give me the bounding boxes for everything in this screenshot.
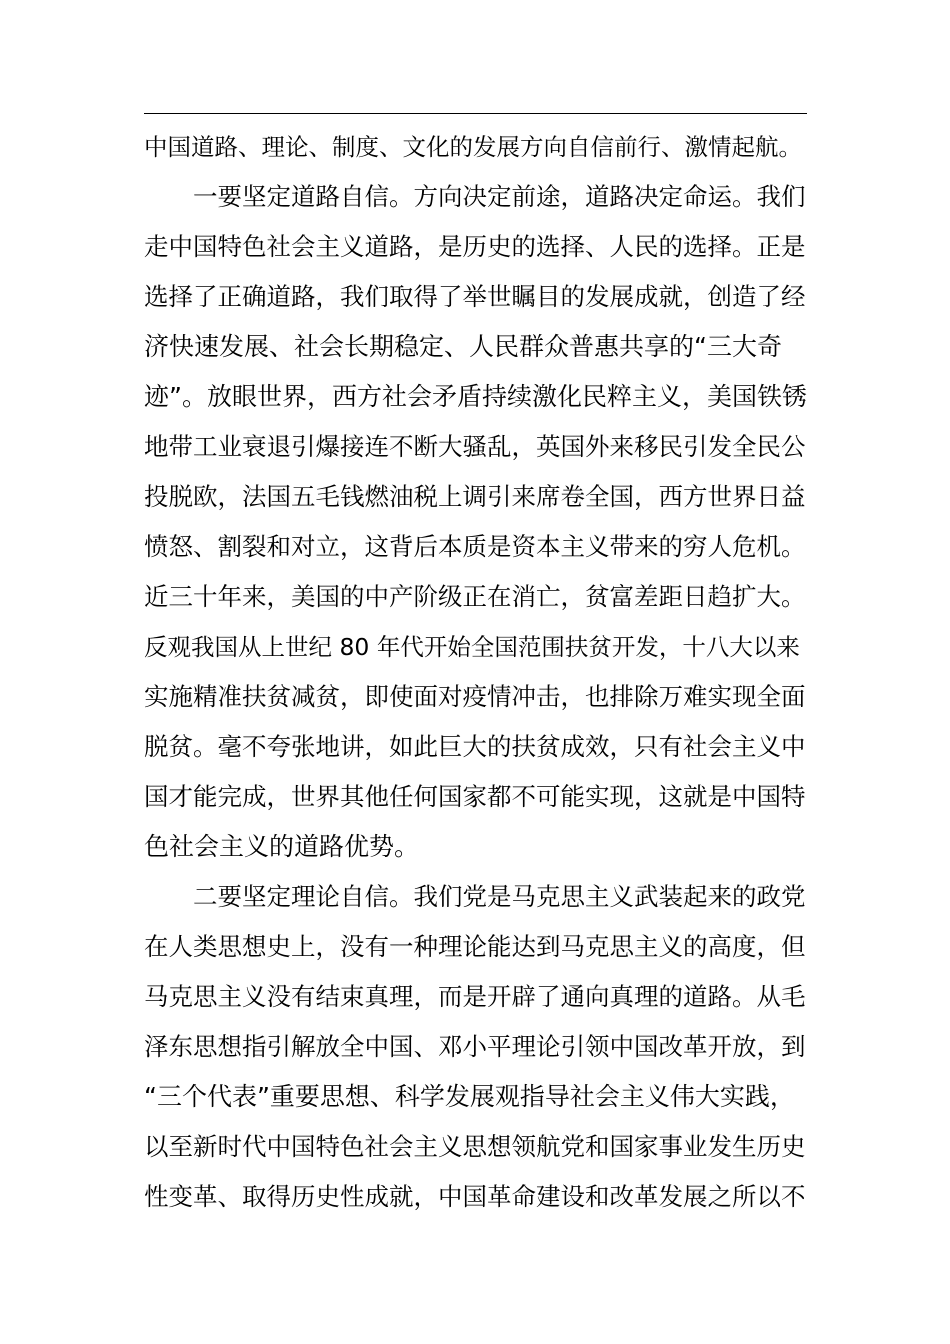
text-line: 愤怒、割裂和对立，这背后本质是资本主义带来的穷人危机。 [144,532,806,561]
text-line: 以至新时代中国特色社会主义思想领航党和国家事业发生历史 [144,1132,806,1161]
text-line: 近三十年来，美国的中产阶级正在消亡，贫富差距日趋扩大。 [144,582,806,611]
text-line: 脱贫。毫不夸张地讲，如此巨大的扶贫成效，只有社会主义中 [144,732,806,761]
text-line: 在人类思想史上，没有一种理论能达到马克思主义的高度，但 [144,932,806,961]
text-line: 二要坚定理论自信。我们党是马克思主义武装起来的政党 [144,882,806,911]
text-line: “三个代表”重要思想、科学发展观指导社会主义伟大实践， [144,1082,795,1111]
header-rule [144,113,807,114]
text-line: 泽东思想指引解放全中国、邓小平理论引领中国改革开放，到 [144,1032,806,1061]
text-line: 实施精准扶贫减贫，即使面对疫情冲击，也排除万难实现全面 [144,682,806,711]
text-line: 济快速发展、社会长期稳定、人民群众普惠共享的“三大奇 [144,332,782,361]
text-line: 马克思主义没有结束真理，而是开辟了通向真理的道路。从毛 [144,982,806,1011]
text-line: 国才能完成，世界其他任何国家都不可能实现，这就是中国特 [144,782,806,811]
text-line: 投脱欧，法国五毛钱燃油税上调引来席卷全国，西方世界日益 [144,482,806,511]
text-line: 色社会主义的道路优势。 [144,832,420,861]
text-line: 反观我国从上世纪 80 年代开始全国范围扶贫开发，十八大以来 [144,633,800,661]
text-line: 中国道路、理论、制度、文化的发展方向自信前行、激情起航。 [144,133,802,161]
text-line: 迹”。放眼世界，西方社会矛盾持续激化民粹主义，美国铁锈 [144,382,807,411]
text-line: 一要坚定道路自信。方向决定前途，道路决定命运。我们 [144,182,806,211]
text-line: 性变革、取得历史性成就，中国革命建设和改革发展之所以不 [144,1182,806,1211]
text-line: 走中国特色社会主义道路，是历史的选择、人民的选择。正是 [144,232,806,261]
text-line: 地带工业衰退引爆接连不断大骚乱，英国外来移民引发全民公 [144,432,806,461]
text-line: 选择了正确道路，我们取得了举世瞩目的发展成就，创造了经 [144,282,806,311]
